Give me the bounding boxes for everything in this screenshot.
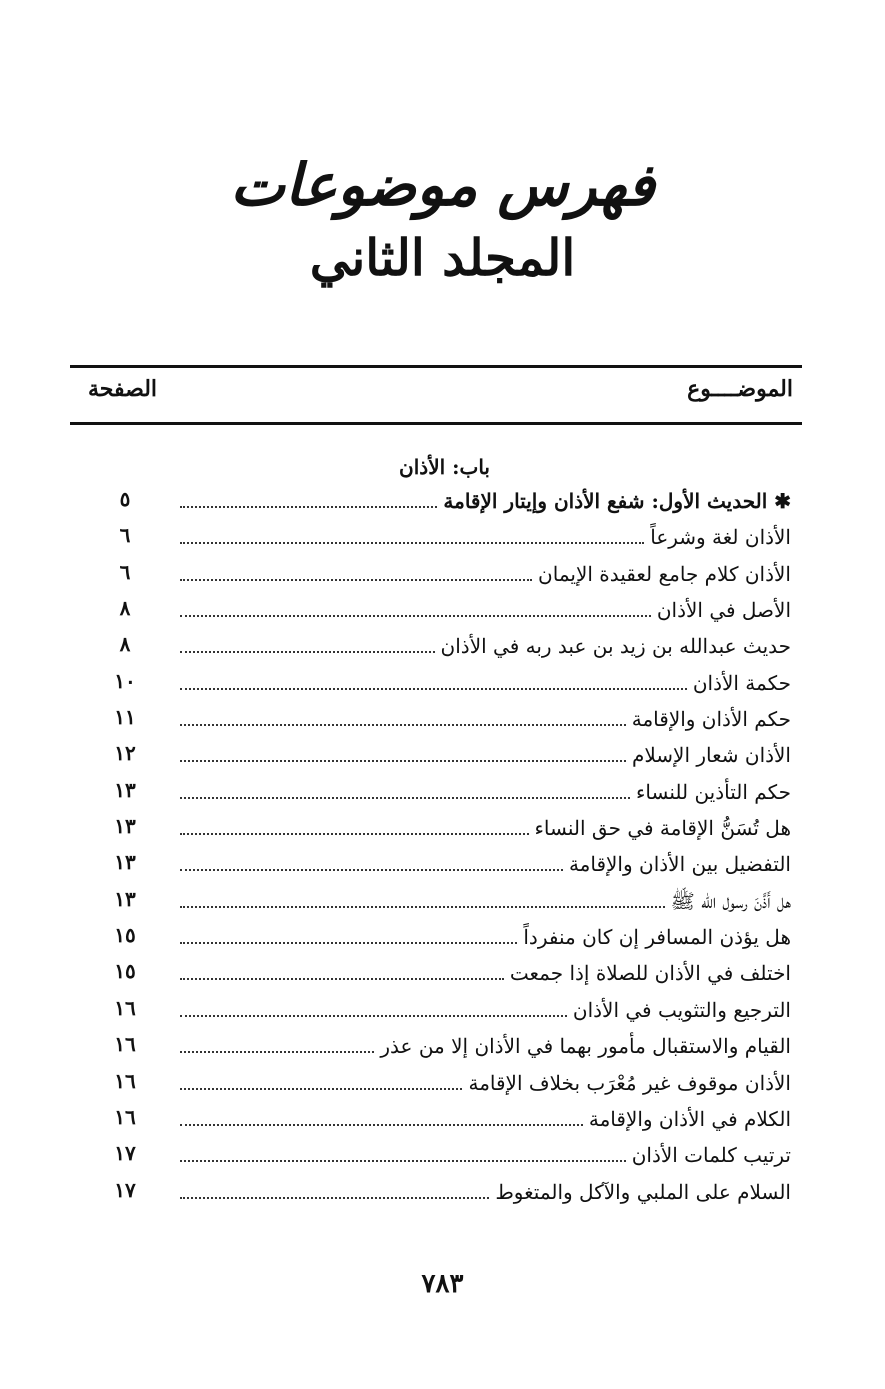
toc-entry-page: ٥ bbox=[119, 487, 131, 511]
header-rule-top bbox=[70, 365, 802, 368]
dot-leader bbox=[180, 724, 626, 726]
toc-entry-title: الأصل في الأذان bbox=[656, 598, 791, 623]
toc-entry-page: ٨ bbox=[119, 596, 131, 621]
toc-entry-line bbox=[180, 484, 791, 516]
toc-entry-page: ١٧ bbox=[114, 1177, 136, 1202]
toc-entry-line bbox=[180, 520, 791, 552]
toc-entry-page: ١٣ bbox=[114, 850, 136, 875]
toc-entry-title: ترتيب كلمات الأذان bbox=[631, 1143, 791, 1168]
page-number: ٧٨٣ bbox=[421, 1269, 464, 1299]
toc-entry-title: حديث عبدالله بن زيد بن عبد ربه في الأذان bbox=[440, 634, 791, 659]
toc-entry[interactable] bbox=[0, 845, 885, 881]
toc-entry-title: اختلف في الأذان للصلاة إذا جمعت bbox=[509, 961, 791, 986]
dot-leader bbox=[180, 760, 626, 762]
toc-entry[interactable] bbox=[0, 882, 885, 918]
dot-leader bbox=[180, 1015, 567, 1017]
toc-entry-title: الأذان موقوف غير مُعْرَب بخلاف الإقامة bbox=[468, 1070, 791, 1095]
toc-entry-line bbox=[180, 775, 791, 807]
toc-entry[interactable] bbox=[0, 1064, 885, 1100]
dot-leader bbox=[180, 797, 630, 799]
toc-entry-line bbox=[180, 702, 791, 734]
toc-entry[interactable] bbox=[0, 1027, 885, 1063]
dot-leader bbox=[180, 1197, 489, 1199]
toc-entry-line bbox=[180, 920, 791, 952]
toc-entry-line bbox=[180, 738, 791, 770]
toc-entry-title: السلام على الملبي والآكل والمتغوط bbox=[495, 1179, 791, 1204]
toc-entry-line bbox=[180, 956, 791, 988]
toc-entry-title: ✱ الحديث الأول: شفع الأذان وإيتار الإقامة bbox=[443, 489, 791, 513]
page-column-header: الصفحة bbox=[88, 376, 158, 402]
toc-entry-line bbox=[180, 1066, 791, 1098]
index-title: فهرس موضوعات bbox=[230, 151, 655, 219]
toc-entry-page: ١٥ bbox=[114, 923, 136, 948]
toc-entry[interactable] bbox=[0, 700, 885, 736]
dot-leader bbox=[180, 1051, 374, 1053]
toc-entry-title: هل تُسَنُّ الإقامة في حق النساء bbox=[534, 816, 791, 841]
toc-entry[interactable] bbox=[0, 1136, 885, 1172]
toc-entry-line bbox=[180, 1138, 791, 1170]
toc-entry-page: ٦ bbox=[119, 523, 131, 548]
toc-entry-line bbox=[180, 1175, 791, 1207]
toc-entry-page: ١٠ bbox=[114, 668, 136, 693]
toc-entry-line bbox=[180, 993, 791, 1025]
toc-entry[interactable] bbox=[0, 809, 885, 845]
toc-entry-title: الكلام في الأذان والإقامة bbox=[588, 1106, 791, 1131]
toc-entry-title: التفضيل بين الأذان والإقامة bbox=[568, 852, 791, 877]
toc-entry-title: الأذان شعار الإسلام bbox=[631, 743, 791, 768]
toc-entry[interactable] bbox=[0, 555, 885, 591]
toc-entry[interactable] bbox=[0, 918, 885, 954]
dot-leader bbox=[180, 906, 665, 908]
dot-leader bbox=[180, 506, 437, 508]
toc-entry-title: حكم التأذين للنساء bbox=[636, 779, 791, 804]
toc-entry[interactable] bbox=[0, 1100, 885, 1136]
toc-entry-line bbox=[180, 811, 791, 843]
toc-entry-line bbox=[180, 847, 791, 879]
dot-leader bbox=[180, 688, 687, 690]
toc-entry-line bbox=[180, 593, 791, 625]
dot-leader bbox=[180, 1160, 626, 1162]
toc-entry-line bbox=[180, 666, 791, 698]
topic-column-header: الموضــــوع bbox=[687, 376, 793, 402]
table-of-contents bbox=[0, 482, 885, 1209]
toc-entry-title: حكم الأذان والإقامة bbox=[631, 707, 791, 732]
toc-entry-title: حكمة الأذان bbox=[692, 670, 791, 695]
toc-entry[interactable] bbox=[0, 518, 885, 554]
toc-entry[interactable] bbox=[0, 954, 885, 990]
toc-entry-line bbox=[180, 557, 791, 589]
dot-leader bbox=[180, 1088, 462, 1090]
toc-entry-page: ١١ bbox=[114, 705, 136, 730]
toc-entry-title: الترجيع والتثويب في الأذان bbox=[572, 997, 791, 1022]
toc-entry-title: الأذان لغة وشرعاً bbox=[650, 525, 791, 550]
toc-entry[interactable] bbox=[0, 1173, 885, 1209]
toc-entry-page: ١٣ bbox=[114, 814, 136, 839]
toc-entry-title: الأذان كلام جامع لعقيدة الإيمان bbox=[538, 561, 791, 586]
dot-leader bbox=[180, 542, 644, 544]
toc-entry-page: ٦ bbox=[119, 559, 131, 584]
dot-leader bbox=[180, 978, 504, 980]
toc-entry[interactable] bbox=[0, 664, 885, 700]
section-heading: باب: الأذان bbox=[399, 455, 490, 479]
toc-entry[interactable] bbox=[0, 591, 885, 627]
toc-entry-line bbox=[180, 1102, 791, 1134]
toc-entry[interactable] bbox=[0, 991, 885, 1027]
toc-entry-page: ١٦ bbox=[114, 995, 136, 1020]
toc-entry-title: هل أَذَّنَ رسول الله ﷺ bbox=[670, 888, 791, 913]
toc-entry[interactable] bbox=[0, 773, 885, 809]
header-rule-bottom bbox=[70, 422, 802, 425]
dot-leader bbox=[180, 651, 435, 653]
toc-entry-page: ١٦ bbox=[114, 1032, 136, 1057]
toc-entry-title: هل يؤذن المسافر إن كان منفرداً bbox=[523, 925, 791, 950]
toc-entry-page: ٨ bbox=[119, 632, 131, 657]
dot-leader bbox=[180, 615, 651, 617]
toc-entry-line bbox=[180, 884, 791, 916]
toc-entry-line bbox=[180, 629, 791, 661]
toc-entry-page: ١٢ bbox=[114, 741, 136, 766]
dot-leader bbox=[180, 869, 563, 871]
dot-leader bbox=[180, 579, 532, 581]
toc-entry-page: ١٧ bbox=[114, 1141, 136, 1166]
dot-leader bbox=[180, 1124, 583, 1126]
toc-entry[interactable] bbox=[0, 627, 885, 663]
volume-title: المجلد الثاني bbox=[309, 228, 576, 287]
dot-leader bbox=[180, 833, 529, 835]
toc-entry[interactable] bbox=[0, 482, 885, 518]
toc-entry-title: القيام والاستقبال مأمور بهما في الأذان إلا من عذر bbox=[380, 1034, 791, 1059]
dot-leader bbox=[180, 942, 517, 944]
toc-entry-page: ١٣ bbox=[114, 777, 136, 802]
toc-entry[interactable] bbox=[0, 736, 885, 772]
toc-entry-page: ١٥ bbox=[114, 959, 136, 984]
toc-entry-line bbox=[180, 1029, 791, 1061]
toc-entry-page: ١٦ bbox=[114, 1104, 136, 1129]
toc-entry-page: ١٦ bbox=[114, 1068, 136, 1093]
toc-entry-page: ١٣ bbox=[114, 886, 136, 911]
